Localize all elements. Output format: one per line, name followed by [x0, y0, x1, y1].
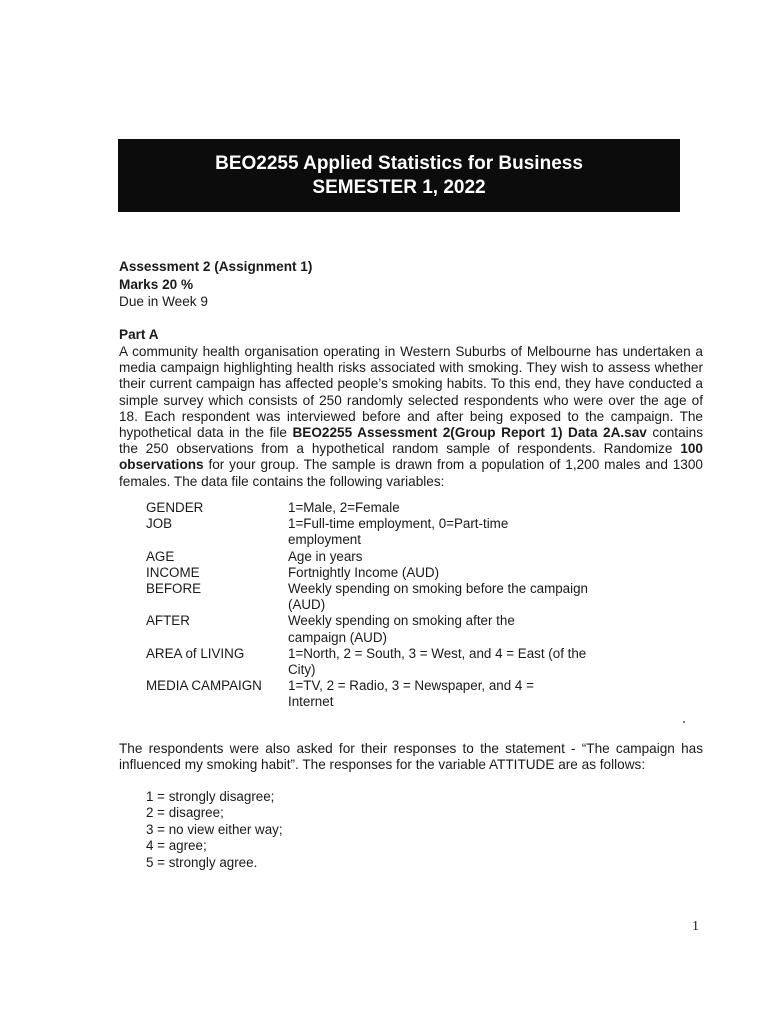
- variable-row: [146, 565, 606, 581]
- variable-row: [146, 500, 606, 516]
- variable-name: BEFORE: [146, 581, 202, 597]
- variable-name: MEDIA CAMPAIGN: [146, 678, 262, 694]
- stray-mark: [683, 721, 685, 723]
- attitude-paragraph: The respondents were also asked for their responses to the statement - “The campaign has influenced my smoking habit”. The responses for the variable ATTITUDE are as follows:: [119, 741, 703, 773]
- variable-name: AFTER: [146, 613, 190, 629]
- attitude-scale-list: [146, 789, 283, 871]
- data-file-name: BEO2255 Assessment 2(Group Report 1) Data 2A.sav: [292, 425, 647, 441]
- variable-row: [146, 581, 606, 613]
- variable-description: 1=North, 2 = South, 3 = West, and 4 = East (of the City): [288, 645, 587, 678]
- variable-name: INCOME: [146, 564, 200, 580]
- variable-row: [146, 646, 606, 678]
- randomize-count: 100 observations: [119, 441, 703, 473]
- variable-name: JOB: [146, 516, 173, 532]
- variable-description: Weekly spending on smoking before the campaign (AUD): [288, 581, 588, 613]
- variable-name: AGE: [146, 548, 175, 564]
- scale-item: 5 = strongly agree.: [146, 854, 258, 870]
- variable-row: [146, 549, 606, 565]
- variable-description: 1=TV, 2 = Radio, 3 = Newspaper, and 4 = Internet: [288, 678, 534, 710]
- marks-label: Marks 20 %: [119, 276, 194, 292]
- variable-description: Weekly spending on smoking after the campaign (AUD): [288, 613, 515, 645]
- page-number: 1: [692, 919, 699, 934]
- variable-description: 1=Full-time employment, 0=Part-time employment: [288, 516, 509, 548]
- semester-title: SEMESTER 1, 2022: [312, 176, 486, 198]
- course-title: BEO2255 Applied Statistics for Business: [215, 152, 583, 174]
- assessment-meta: [119, 259, 312, 312]
- variable-row: [146, 516, 606, 548]
- intro-paragraph: [119, 344, 703, 490]
- scale-item: 3 = no view either way;: [146, 821, 283, 837]
- variables-list: [146, 500, 606, 711]
- due-label: Due in Week 9: [119, 294, 208, 309]
- scale-item: 1 = strongly disagree;: [146, 789, 275, 804]
- variable-name: AREA of LIVING: [146, 645, 245, 661]
- scale-item: 4 = agree;: [146, 838, 207, 854]
- variable-description: Age in years: [288, 548, 363, 564]
- assessment-label: Assessment 2 (Assignment 1): [119, 259, 313, 274]
- title-banner: [118, 139, 680, 212]
- variable-description: 1=Male, 2=Female: [288, 500, 400, 515]
- variable-name: GENDER: [146, 500, 204, 515]
- variable-description: Fortnightly Income (AUD): [288, 564, 440, 580]
- intro-text-2: contains the 250 observations from a hypothetical random sample of respondents. Randomize: [119, 425, 704, 457]
- intro-text-1: A community health organisation operating in Western Suburbs of Melbourne has undertaken a media campaign highlighting health risks associated with smoking. They wish to assess whether their current campaign has affected people’s smoking habits. To this end, they have conducted a simple survey which consists of 250 randomly selected respondents who were over the age of 18. Each respondent was interviewed before and after being exposed to the campaign. The hypothetical data in the file: [119, 344, 703, 441]
- part-a-heading: Part A: [119, 327, 159, 342]
- scale-item: 2 = disagree;: [146, 805, 224, 821]
- variable-row: [146, 678, 606, 710]
- variable-row: [146, 613, 606, 645]
- intro-text-3: for your group. The sample is drawn from a population of 1,200 males and 1300 females. The data file contains the following variables:: [119, 457, 703, 489]
